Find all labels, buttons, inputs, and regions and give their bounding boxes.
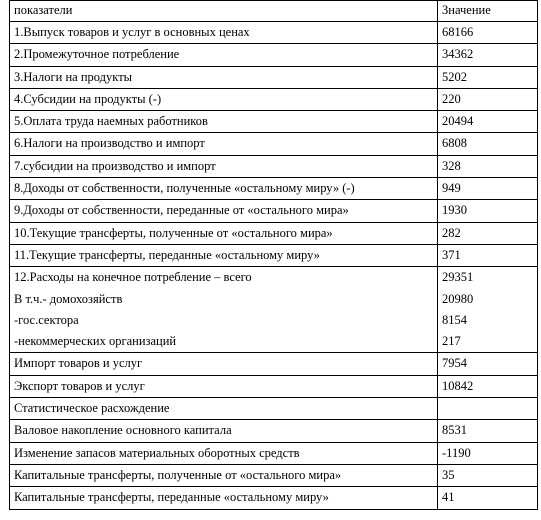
row-value: 68166 bbox=[438, 22, 538, 44]
row-value: 949 bbox=[438, 178, 538, 200]
table-row bbox=[10, 222, 538, 244]
row-label: Капитальные трансферты, полученные от «остального мира» bbox=[10, 464, 438, 486]
row-label: Статистическое расхождение bbox=[10, 398, 438, 420]
row-label: Импорт товаров и услуг bbox=[10, 353, 438, 375]
table-header-row bbox=[10, 1, 538, 22]
row-value: 371 bbox=[438, 244, 538, 266]
row-label: 4.Субсидии на продукты (-) bbox=[10, 88, 438, 110]
row-value: 328 bbox=[438, 155, 538, 177]
table-row bbox=[10, 353, 538, 375]
row-value: 1930 bbox=[438, 200, 538, 222]
table-row bbox=[10, 375, 538, 397]
row-value: 35 bbox=[438, 464, 538, 486]
table-row bbox=[10, 200, 538, 222]
row-label: 9.Доходы от собственности, переданные от «остального мира» bbox=[10, 200, 438, 222]
row-label: Валовое накопление основного капитала bbox=[10, 420, 438, 442]
table-row bbox=[10, 420, 538, 442]
table-row bbox=[10, 398, 538, 420]
indicators-table bbox=[9, 0, 538, 510]
row-label: 8.Доходы от собственности, полученные «остальному миру» (-) bbox=[10, 178, 438, 200]
row-value: 41 bbox=[438, 487, 538, 509]
row-label: Экспорт товаров и услуг bbox=[10, 375, 438, 397]
row-value: 282 bbox=[438, 222, 538, 244]
row-label: 2.Промежуточное потребление bbox=[10, 44, 438, 66]
table-row bbox=[10, 464, 538, 486]
header-cell-indicator: показатели bbox=[10, 1, 438, 22]
row-value: 5202 bbox=[438, 66, 538, 88]
table-row bbox=[10, 267, 538, 289]
row-label: 11.Текущие трансферты, переданные «остальному миру» bbox=[10, 244, 438, 266]
row-value: 6808 bbox=[438, 133, 538, 155]
table-row bbox=[10, 66, 538, 88]
table-row bbox=[10, 178, 538, 200]
table-row bbox=[10, 331, 538, 353]
row-value: -1190 bbox=[438, 442, 538, 464]
row-value: 10842 bbox=[438, 375, 538, 397]
row-value: 220 bbox=[438, 88, 538, 110]
row-label: Изменение запасов материальных оборотных средств bbox=[10, 442, 438, 464]
row-label: 10.Текущие трансферты, полученные от «остального мира» bbox=[10, 222, 438, 244]
table-row bbox=[10, 487, 538, 509]
table-row bbox=[10, 289, 538, 310]
row-label: 3.Налоги на продукты bbox=[10, 66, 438, 88]
header-cell-value: Значение bbox=[438, 1, 538, 22]
row-value: 34362 bbox=[438, 44, 538, 66]
row-label: -некоммерческих организаций bbox=[10, 331, 438, 353]
row-label: 1.Выпуск товаров и услуг в основных ценах bbox=[10, 22, 438, 44]
row-label: 6.Налоги на производство и импорт bbox=[10, 133, 438, 155]
row-value: 7954 bbox=[438, 353, 538, 375]
row-value: 217 bbox=[438, 331, 538, 353]
row-value: 8154 bbox=[438, 310, 538, 331]
table-row bbox=[10, 88, 538, 110]
row-label: -гос.сектора bbox=[10, 310, 438, 331]
table-row bbox=[10, 442, 538, 464]
row-label: 7.субсидии на производство и импорт bbox=[10, 155, 438, 177]
row-value: 8531 bbox=[438, 420, 538, 442]
row-label: 5.Оплата труда наемных работников bbox=[10, 111, 438, 133]
row-value bbox=[438, 398, 538, 420]
row-label: 12.Расходы на конечное потребление – всего bbox=[10, 267, 438, 289]
table-row bbox=[10, 22, 538, 44]
row-value: 20980 bbox=[438, 289, 538, 310]
row-value: 29351 bbox=[438, 267, 538, 289]
table-row bbox=[10, 133, 538, 155]
table-row bbox=[10, 310, 538, 331]
row-value: 20494 bbox=[438, 111, 538, 133]
table-row bbox=[10, 111, 538, 133]
table-row bbox=[10, 155, 538, 177]
table-row bbox=[10, 244, 538, 266]
table-row bbox=[10, 44, 538, 66]
row-label: Капитальные трансферты, переданные «остальному миру» bbox=[10, 487, 438, 509]
row-label: В т.ч.- домохозяйств bbox=[10, 289, 438, 310]
